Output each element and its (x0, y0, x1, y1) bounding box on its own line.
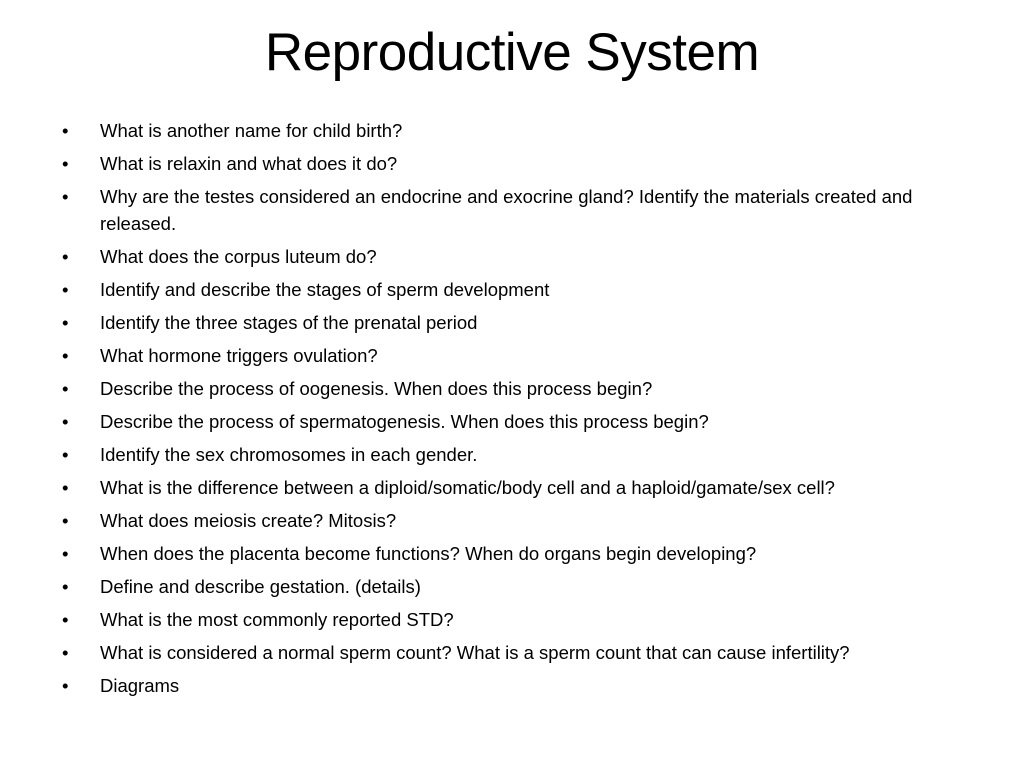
bullet-item (62, 151, 962, 178)
bullet-item (62, 376, 962, 403)
bullet-item (62, 310, 962, 337)
bullet-icon: • (62, 509, 69, 531)
bullet-list (62, 118, 962, 706)
bullet-text: Describe the process of oogenesis. When does this process begin? (100, 377, 653, 399)
bullet-text: When does the placenta become functions? When do organs begin developing? (100, 542, 757, 564)
bullet-icon: • (62, 120, 69, 141)
bullet-text: What is considered a normal sperm count? What is a sperm count that can cause infertility? (100, 641, 850, 663)
bullet-text: What is another name for child birth? (100, 120, 403, 141)
bullet-text: What hormone triggers ovulation? (100, 344, 378, 366)
bullet-item (62, 673, 962, 700)
bullet-item (62, 640, 962, 667)
bullet-icon: • (62, 153, 69, 174)
slide-title: Reproductive System (264, 23, 760, 82)
bullet-text: Identify the three stages of the prenatal period (100, 311, 478, 333)
bullet-icon: • (62, 542, 69, 564)
bullet-text: What is relaxin and what does it do? (100, 153, 398, 174)
bullet-text: What does the corpus luteum do? (100, 245, 377, 267)
bullet-item (62, 118, 962, 145)
bullet-item (62, 343, 962, 370)
bullet-text: Identify the sex chromosomes in each gender. (100, 443, 478, 465)
bullet-icon: • (62, 186, 69, 207)
bullet-icon: • (62, 410, 69, 432)
bullet-text: Define and describe gestation. (details) (100, 575, 421, 597)
bullet-text: Why are the testes considered an endocrine and exocrine gland? Identify the materials created and released. (100, 186, 913, 234)
bullet-icon: • (62, 344, 69, 366)
bullet-item (62, 409, 962, 436)
bullet-icon: • (62, 575, 69, 597)
bullet-item (62, 508, 962, 535)
bullet-text: Describe the process of spermatogenesis. When does this process begin? (100, 410, 709, 432)
bullet-text: What does meiosis create? Mitosis? (100, 509, 397, 531)
bullet-item (62, 244, 962, 271)
bullet-icon: • (62, 245, 69, 267)
bullet-text: What is the difference between a diploid/somatic/body cell and a haploid/gamate/sex cell? (100, 476, 835, 498)
bullet-item (62, 574, 962, 601)
bullet-text: Identify and describe the stages of sperm development (100, 278, 550, 300)
bullet-icon: • (62, 608, 69, 630)
bullet-icon: • (62, 278, 69, 300)
bullet-text: What is the most commonly reported STD? (100, 608, 454, 630)
bullet-icon: • (62, 311, 69, 333)
bullet-icon: • (62, 641, 69, 663)
bullet-icon: • (62, 476, 69, 498)
bullet-item (62, 442, 962, 469)
bullet-item (62, 184, 962, 237)
bullet-item (62, 277, 962, 304)
bullet-item (62, 541, 962, 568)
bullet-icon: • (62, 377, 69, 399)
bullet-item (62, 607, 962, 634)
bullet-icon: • (62, 674, 69, 696)
bullet-icon: • (62, 443, 69, 465)
bullet-text: Diagrams (100, 674, 180, 696)
bullet-item (62, 475, 962, 502)
